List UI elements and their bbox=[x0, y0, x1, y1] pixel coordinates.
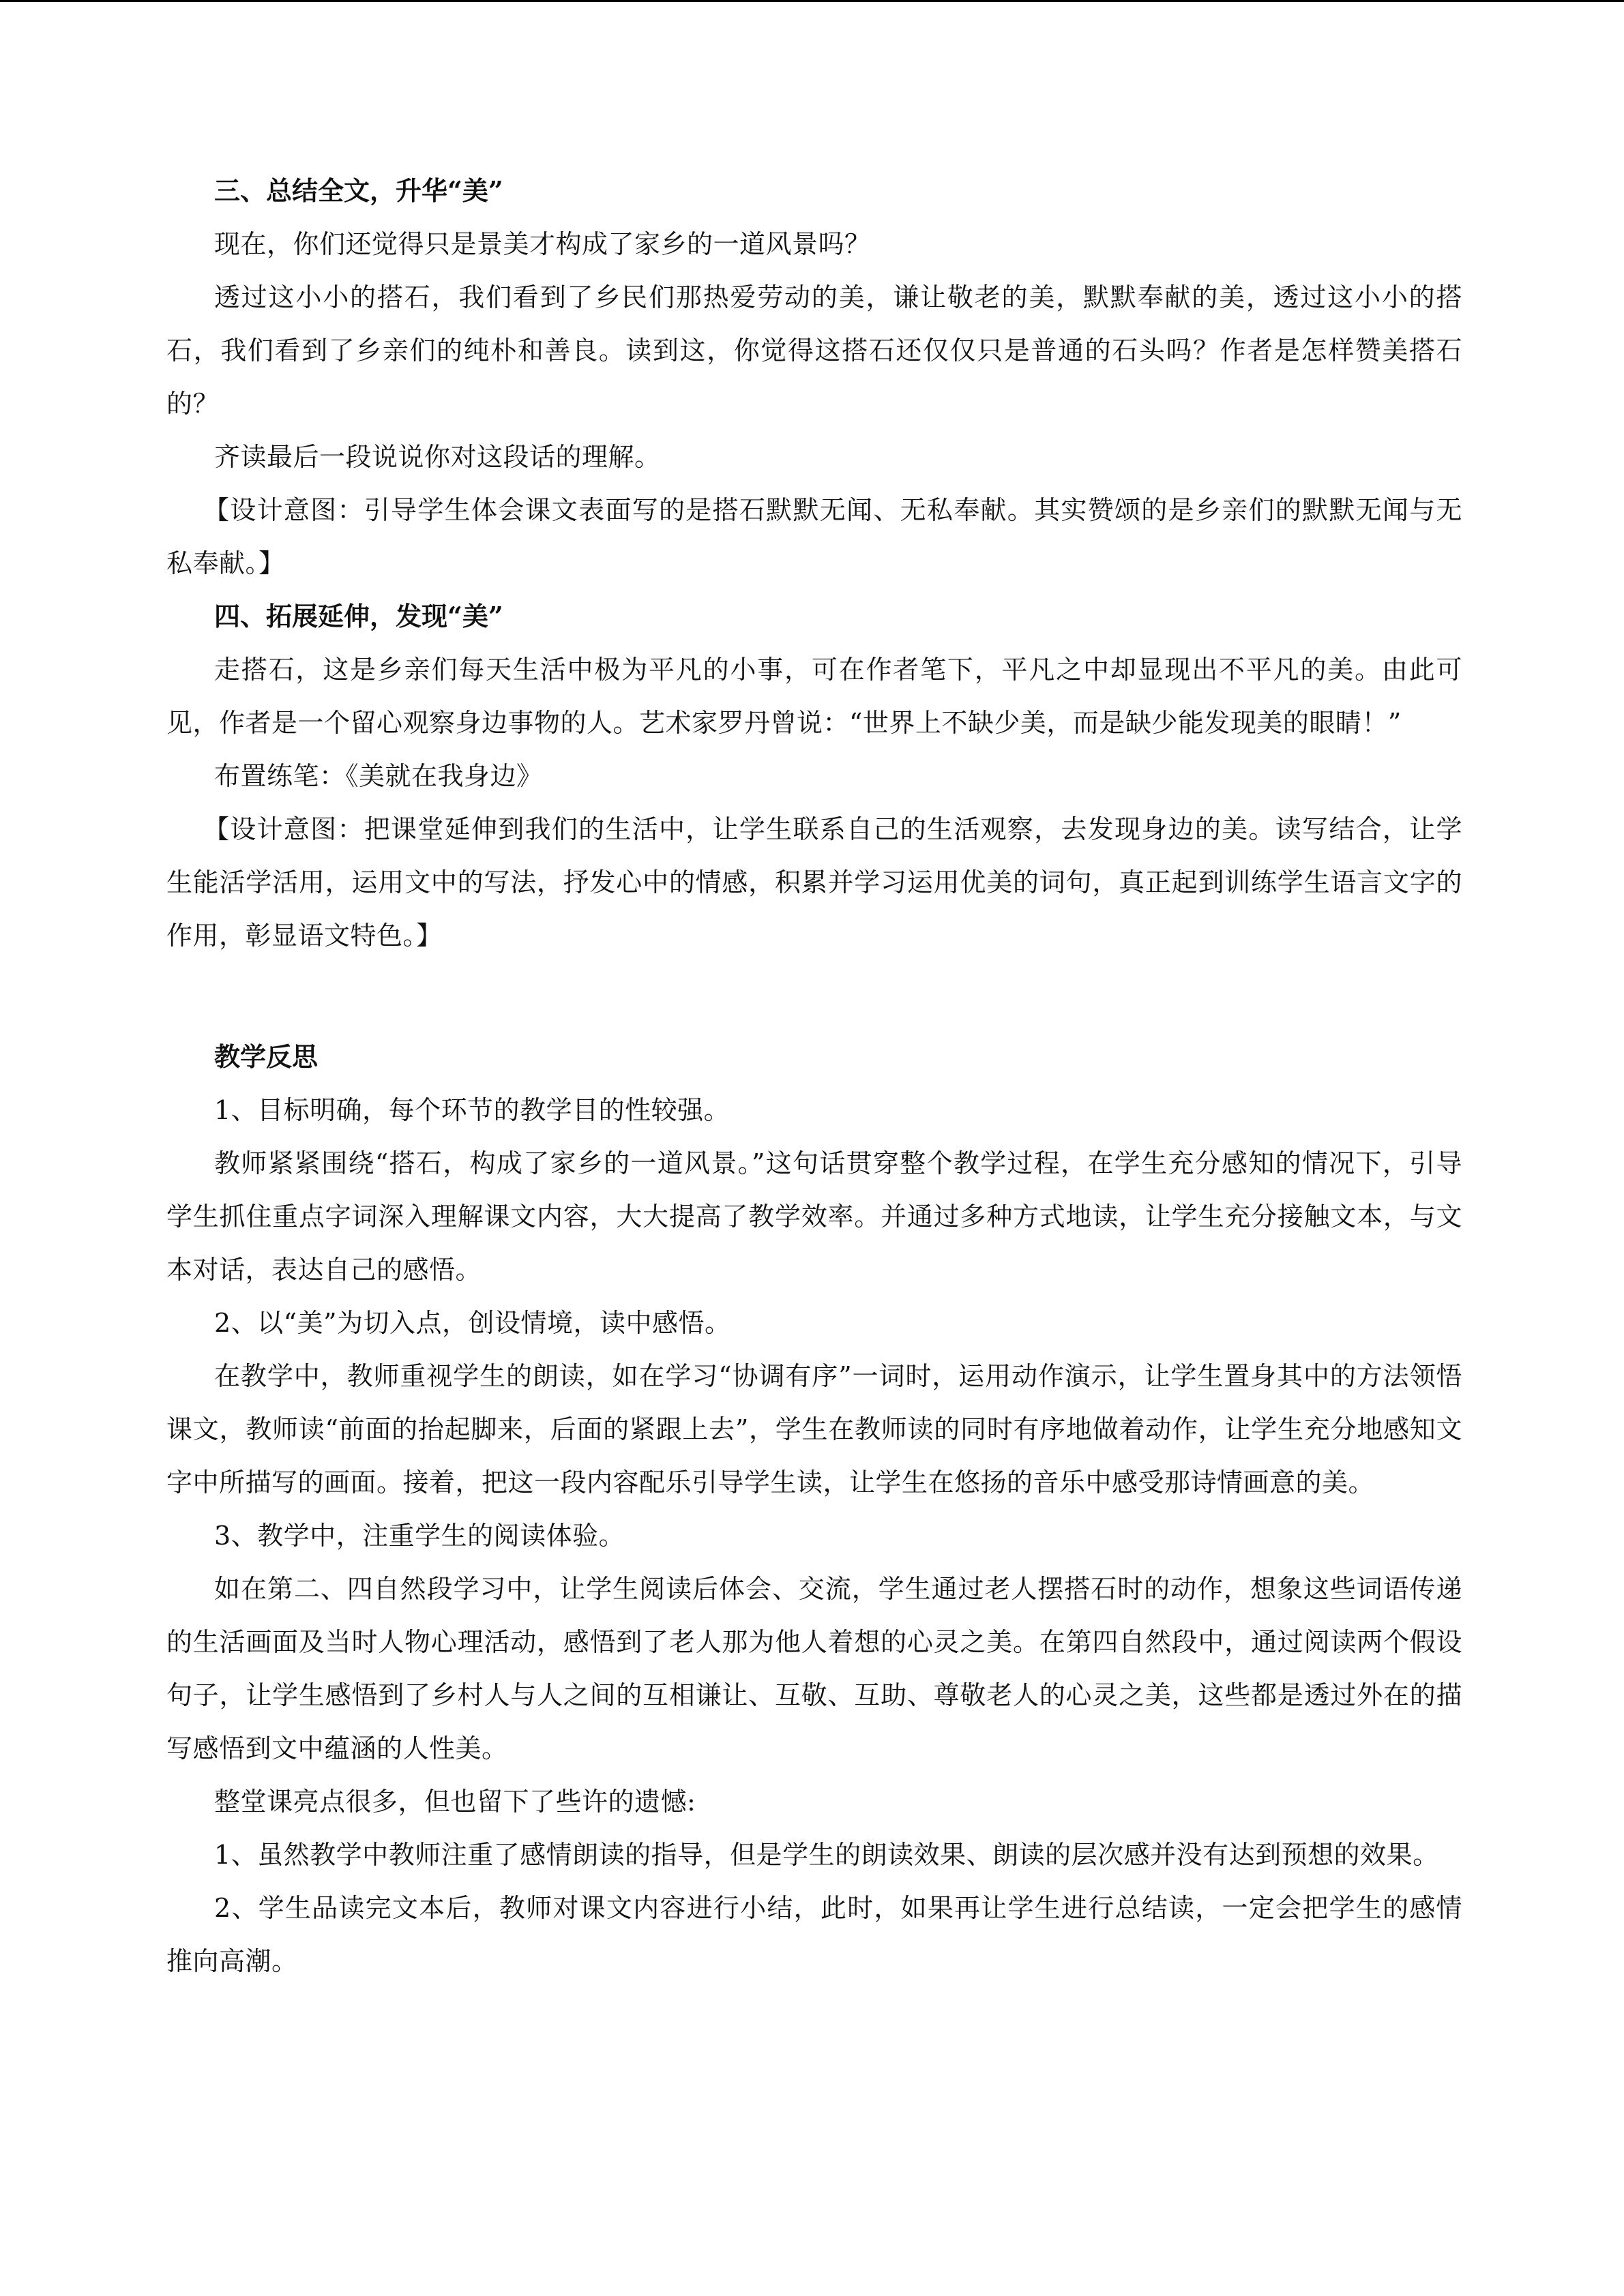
paragraph: 教师紧紧围绕“搭石，构成了家乡的一道风景。”这句话贯穿整个教学过程，在学生充分感知的情况下，引导学生抓住重点字词深入理解课文内容，大大提高了教学效率。并通过多种方式地读，让学生充分接触文本，与文本对话，表达自己的感悟。 bbox=[166, 1148, 1462, 1285]
section-heading: 三、总结全文，升华“美” bbox=[214, 175, 503, 206]
design-intent-note: 【设计意图：把课堂延伸到我们的生活中，让学生联系自己的生活观察，去发现身边的美。读写结合，让学生能活学活用，运用文中的写法，抒发心中的情感，积累并学习运用优美的词句，真正起到训练学生语言文字的作用，彰显语文特色。】 bbox=[166, 814, 1462, 951]
paragraph: 齐读最后一段说说你对这段话的理解。 bbox=[214, 442, 661, 472]
paragraph: 在教学中，教师重视学生的朗读，如在学习“协调有序”一词时，运用动作演示，让学生置身其中的方法领悟课文，教师读“前面的抬起脚来，后面的紧跟上去”，学生在教师读的同时有序地做着动作，让学生充分地感知文字中所描写的画面。接着，把这一段内容配乐引导学生读，让学生在悠扬的音乐中感受那诗情画意的美。 bbox=[166, 1361, 1462, 1497]
paragraph: 现在，你们还觉得只是景美才构成了家乡的一道风景吗？ bbox=[214, 229, 871, 259]
reflection-title: 教学反思 bbox=[214, 1041, 319, 1072]
section-heading: 四、拓展延伸，发现“美” bbox=[214, 601, 503, 631]
paragraph: 布置练笔：《美就在我身边》 bbox=[214, 761, 543, 791]
spacer bbox=[166, 962, 1462, 1030]
paragraph: 2、学生品读完文本后，教师对课文内容进行小结，此时，如果再让学生进行总结读，一定会把学生的感情推向高潮。 bbox=[166, 1893, 1462, 1976]
paragraph: 整堂课亮点很多，但也留下了些许的遗憾: bbox=[214, 1787, 696, 1817]
paragraph: 1、虽然教学中教师注重了感情朗读的指导，但是学生的朗读效果、朗读的层次感并没有达到预想的效果。 bbox=[214, 1840, 1439, 1870]
paragraph: 走搭石，这是乡亲们每天生活中极为平凡的小事，可在作者笔下，平凡之中却显现出不平凡的美。由此可见，作者是一个留心观察身边事物的人。艺术家罗丹曾说：“世界上不缺少美，而是缺少能发现美的眼睛！” bbox=[166, 655, 1462, 738]
paragraph: 3、教学中，注重学生的阅读体验。 bbox=[214, 1521, 625, 1551]
paragraph: 1、目标明确，每个环节的教学目的性较强。 bbox=[214, 1095, 730, 1125]
document-body bbox=[166, 164, 1462, 1988]
design-intent-note: 【设计意图：引导学生体会课文表面写的是搭石默默无闻、无私奉献。其实赞颂的是乡亲们的默默无闻与无私奉献。】 bbox=[166, 495, 1462, 578]
paragraph: 透过这小小的搭石，我们看到了乡民们那热爱劳动的美，谦让敬老的美，默默奉献的美，透过这小小的搭石，我们看到了乡亲们的纯朴和善良。读到这，你觉得这搭石还仅仅只是普通的石头吗？作者是怎样赞美搭石的？ bbox=[166, 282, 1462, 419]
paragraph: 2、以“美”为切入点，创设情境，读中感悟。 bbox=[214, 1308, 731, 1338]
paragraph: 如在第二、四自然段学习中，让学生阅读后体会、交流，学生通过老人摆搭石时的动作，想象这些词语传递的生活画面及当时人物心理活动，感悟到了老人那为他人着想的心灵之美。在第四自然段中，通过阅读两个假设句子，让学生感悟到了乡村人与人之间的互相谦让、互敬、互助、尊敬老人的心灵之美，这些都是透过外在的描写感悟到文中蕴涵的人性美。 bbox=[166, 1574, 1462, 1763]
